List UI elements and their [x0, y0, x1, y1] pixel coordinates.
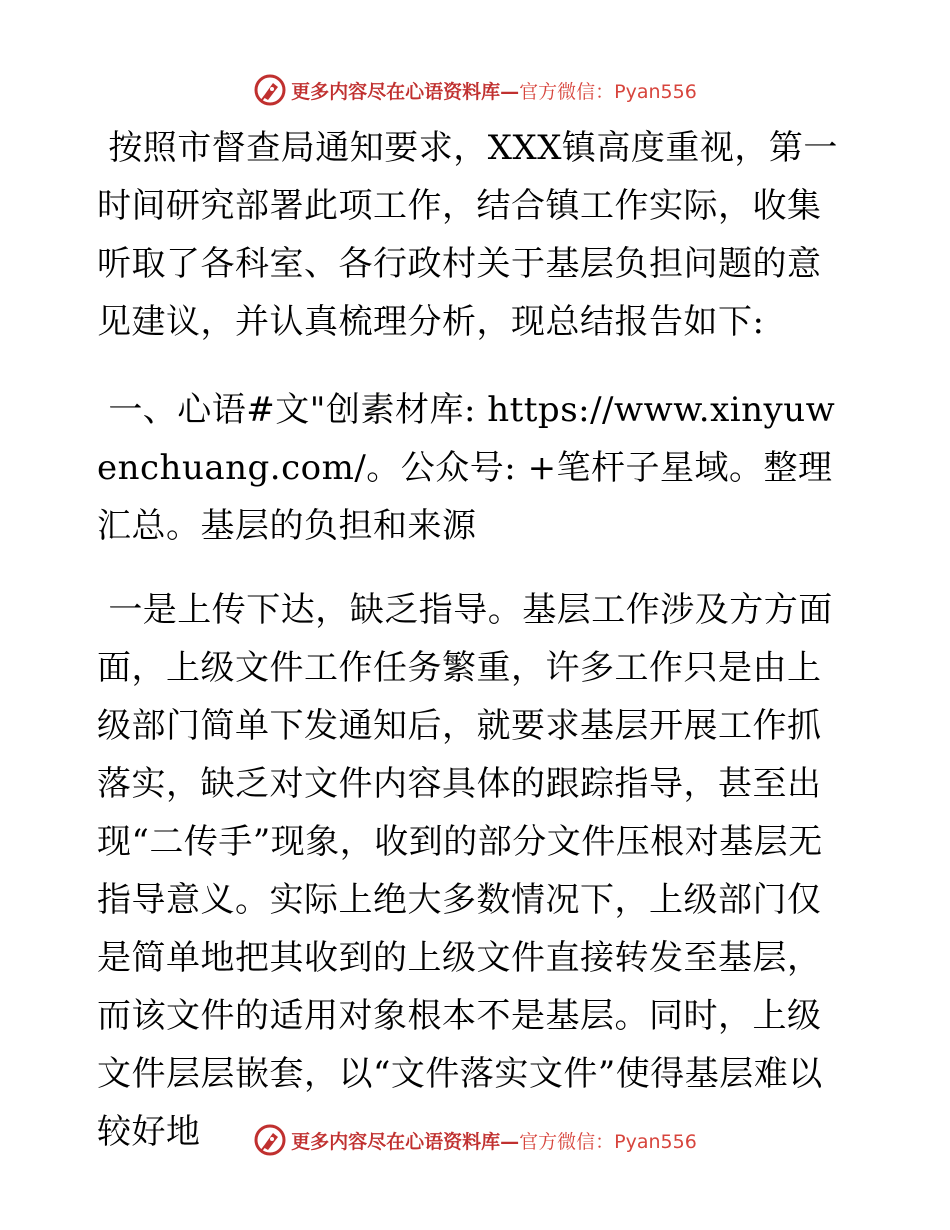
- intro-paragraph: 按照市督查局通知要求，XXX镇高度重视，第一时间研究部署此项工作，结合镇工作实际，收集听取了各科室、各行政村关于基层负担问题的意见建议，并认真梳理分析，现总结报告如下:: [97, 128, 838, 342]
- point-one-paragraph: 一是上传下达，缺乏指导。基层工作涉及方方面面，上级文件工作任务繁重，许多工作只是由上级部门简单下发通知后，就要求基层开展工作抓落实，缺乏对文件内容具体的跟踪指导，甚至出现“二传手”现象，收到的部分文件压根对基层无指导意义。实际上绝大多数情况下，上级部门仅是简单地把其收到的上级文件直接转发至基层，而该文件的适用对象根本不是基层。同时，上级文件层层嵌套，以“文件落实文件”使得基层难以较好地: [97, 590, 833, 1152]
- footer-banner: [0, 1120, 950, 1160]
- pen-nib-logo-icon: [253, 73, 287, 107]
- section-one-heading: 一、心语#文"创素材库: https://www.xinyuwenchuang.com/。公众号: +笔杆子星域。整理汇总。基层的负担和来源: [97, 390, 836, 546]
- document-body: [97, 119, 852, 1191]
- footer-promo-text: 更多内容尽在心语资料库—: [291, 1130, 520, 1153]
- header-promo-text: 更多内容尽在心语资料库—: [291, 80, 520, 103]
- header-wechat-text: 官方微信：Pyan556: [519, 80, 697, 103]
- pen-nib-logo-icon: [253, 1123, 287, 1157]
- header-banner: [0, 70, 950, 110]
- footer-wechat-text: 官方微信：Pyan556: [519, 1130, 697, 1153]
